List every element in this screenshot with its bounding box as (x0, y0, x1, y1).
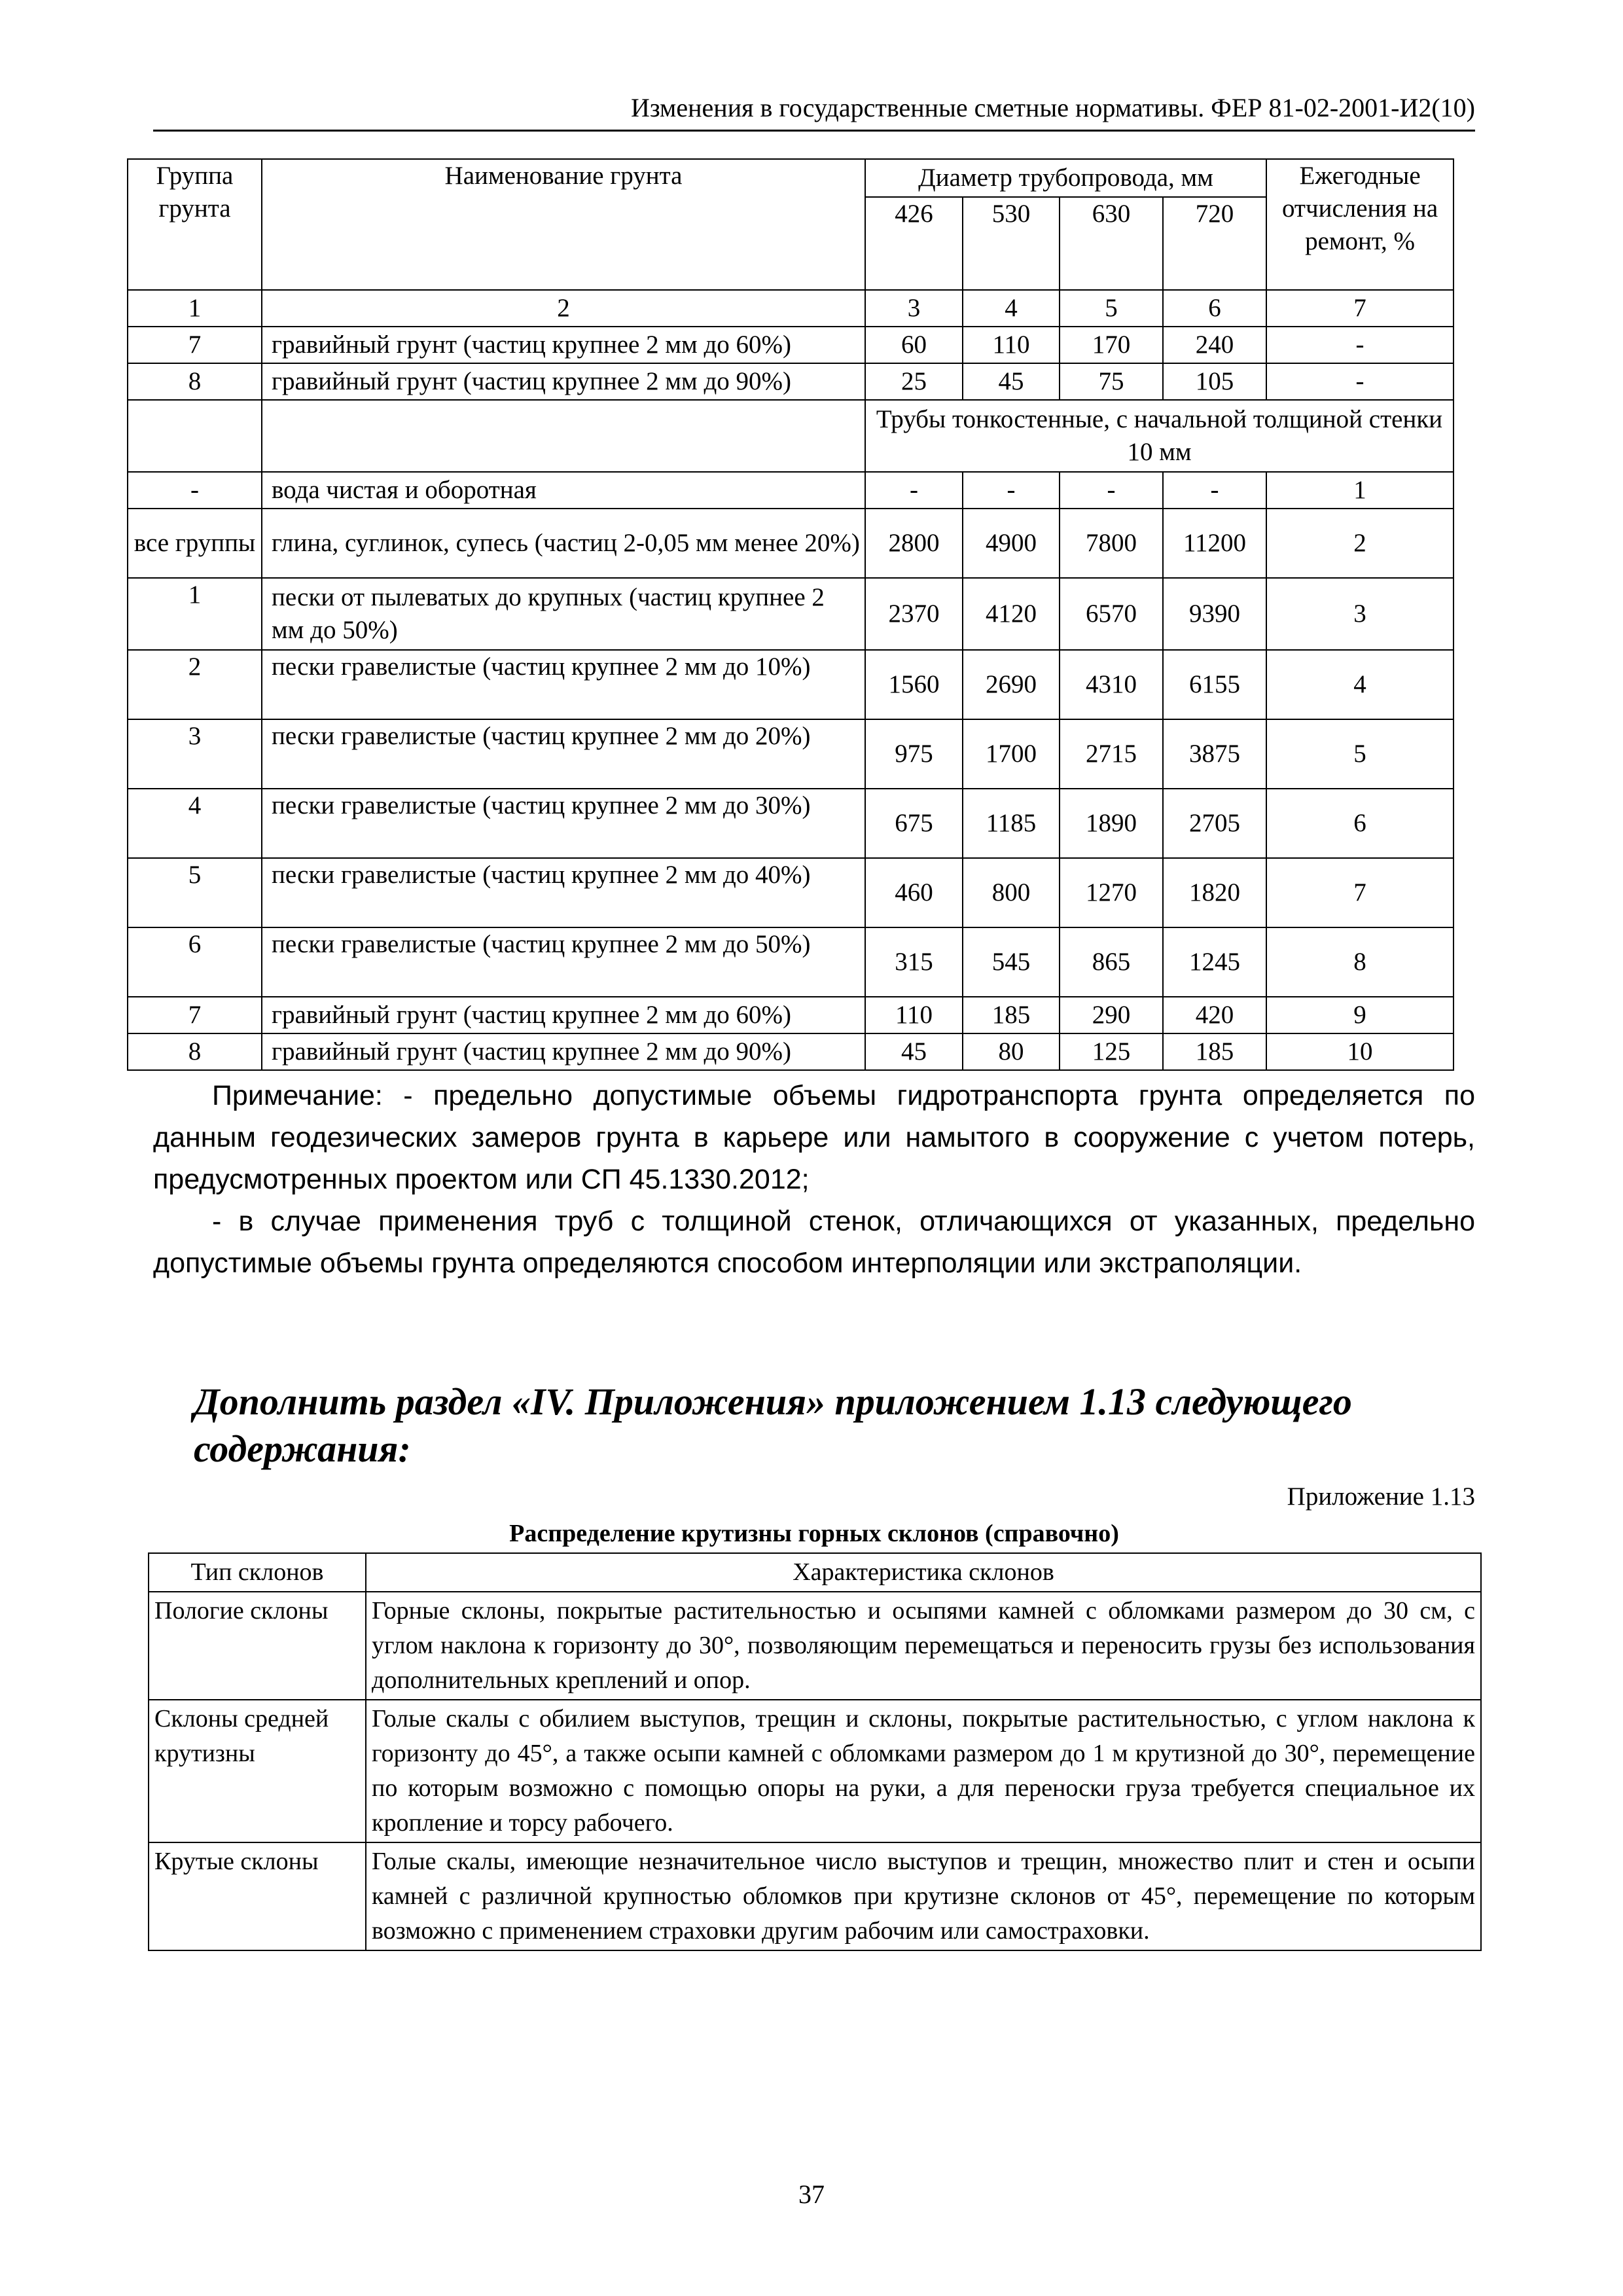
table-row (128, 509, 1454, 578)
note-paragraph: Примечание: - предельно допустимые объемы гидротранспорта грунта определяется по данным геодезических замеров грунта в карьере или намытого в сооружение с учетом потерь, предусмотренных проектом или СП 45.1330.2012; (153, 1080, 1475, 1195)
header-cell-annual: Ежегодные отчисления на ремонт, % (1266, 159, 1454, 290)
value-cell: 185 (963, 997, 1060, 1033)
annual-cell: 2 (1266, 509, 1454, 578)
section-title: Дополнить раздел «IV. Приложения» приложением 1.13 следующего содержания: (194, 1380, 1352, 1470)
value-cell: 460 (865, 858, 963, 927)
soil-name-cell: пески гравелистые (частиц крупнее 2 мм до 40%) (262, 858, 865, 927)
group-cell: - (128, 472, 262, 509)
table-row (128, 363, 1454, 400)
value-cell: 75 (1060, 363, 1163, 400)
table-row (128, 1033, 1454, 1070)
soil-name-cell: гравийный грунт (частиц крупнее 2 мм до 90%) (262, 363, 865, 400)
header-cell-group: Группа грунта (128, 159, 262, 290)
soil-name-cell: гравийный грунт (частиц крупнее 2 мм до 60%) (262, 327, 865, 363)
annual-cell: 3 (1266, 578, 1454, 650)
section-label-cell: Трубы тонкостенные, с начальной толщиной стенки 10 мм (865, 400, 1454, 472)
value-cell: 2690 (963, 650, 1060, 719)
value-cell: 240 (1163, 327, 1266, 363)
column-number: 2 (262, 290, 865, 327)
column-number: 3 (865, 290, 963, 327)
soil-name-cell: пески гравелистые (частиц крупнее 2 мм до 50%) (262, 927, 865, 997)
value-cell: 170 (1060, 327, 1163, 363)
slope-desc-cell: Горные склоны, покрытые растительностью и осыпями камней с обломками размером до 30 см, с углом наклона к горизонту до 30°, позволяющим перемещаться и переносить грузы без использования дополнительных креплений и опор. (366, 1592, 1481, 1700)
value-cell: 45 (865, 1033, 963, 1070)
slope-steepness-table (148, 1552, 1482, 1951)
value-cell: 25 (865, 363, 963, 400)
value-cell: 315 (865, 927, 963, 997)
diameter-cell: 530 (963, 197, 1060, 290)
slope-desc-cell: Голые скалы, имеющие незначительное число выступов и трещин, множество плит и стен и осыпи камней с различной крупностью обломков при крутизне склонов от 45°, перемещение по которым возможно с применением страховки другим рабочим или самостраховки. (366, 1842, 1481, 1950)
value-cell: 675 (865, 789, 963, 858)
group-cell: 1 (128, 578, 262, 650)
column-number: 1 (128, 290, 262, 327)
value-cell: 290 (1060, 997, 1163, 1033)
column-number: 7 (1266, 290, 1454, 327)
table-row (128, 650, 1454, 719)
value-cell: 4310 (1060, 650, 1163, 719)
value-cell: 1890 (1060, 789, 1163, 858)
slope-type-cell: Склоны средней крутизны (149, 1700, 366, 1842)
value-cell: 105 (1163, 363, 1266, 400)
value-cell: 110 (963, 327, 1060, 363)
value-cell: 60 (865, 327, 963, 363)
column-number: 6 (1163, 290, 1266, 327)
slope-type-cell: Крутые склоны (149, 1842, 366, 1950)
running-header: Изменения в государственные сметные нормативы. ФЕР 81-02-2001-И2(10) (630, 93, 1475, 122)
annual-cell: 5 (1266, 719, 1454, 789)
value-cell: - (1163, 472, 1266, 509)
soil-name-cell: пески от пылеватых до крупных (частиц крупнее 2 мм до 50%) (262, 578, 865, 650)
value-cell: 11200 (1163, 509, 1266, 578)
header-rule (153, 130, 1475, 132)
table-row (149, 1700, 1481, 1842)
column-number: 5 (1060, 290, 1163, 327)
value-cell: 2800 (865, 509, 963, 578)
section-row (128, 400, 1454, 472)
table-header-row (149, 1553, 1481, 1592)
value-cell: 6570 (1060, 578, 1163, 650)
header-cell-desc: Характеристика склонов (366, 1553, 1481, 1592)
value-cell: - (865, 472, 963, 509)
table-note (153, 1075, 1475, 1284)
table-row (128, 789, 1454, 858)
group-cell: 7 (128, 997, 262, 1033)
header-cell-type: Тип склонов (149, 1553, 366, 1592)
value-cell: 545 (963, 927, 1060, 997)
value-cell: - (1060, 472, 1163, 509)
table-title: Распределение крутизны горных склонов (справочно) (509, 1520, 1119, 1547)
group-cell: 3 (128, 719, 262, 789)
value-cell: 865 (1060, 927, 1163, 997)
appendix-label: Приложение 1.13 (1287, 1482, 1475, 1511)
value-cell: 80 (963, 1033, 1060, 1070)
value-cell: 420 (1163, 997, 1266, 1033)
value-cell: 1185 (963, 789, 1060, 858)
value-cell: 185 (1163, 1033, 1266, 1070)
value-cell: 975 (865, 719, 963, 789)
value-cell: 800 (963, 858, 1060, 927)
value-cell: 1560 (865, 650, 963, 719)
annual-cell: 6 (1266, 789, 1454, 858)
value-cell: 2705 (1163, 789, 1266, 858)
value-cell: 7800 (1060, 509, 1163, 578)
annual-cell: 8 (1266, 927, 1454, 997)
value-cell: 1270 (1060, 858, 1163, 927)
empty-cell (262, 400, 865, 472)
value-cell: 1820 (1163, 858, 1266, 927)
table-row (128, 997, 1454, 1033)
table-row (128, 858, 1454, 927)
diameter-cell: 426 (865, 197, 963, 290)
group-cell: 8 (128, 1033, 262, 1070)
column-number: 4 (963, 290, 1060, 327)
annual-cell: - (1266, 327, 1454, 363)
value-cell: 45 (963, 363, 1060, 400)
table-row (128, 327, 1454, 363)
annual-cell: 10 (1266, 1033, 1454, 1070)
annual-cell: 9 (1266, 997, 1454, 1033)
header-cell-diameter: Диаметр трубопровода, мм (865, 159, 1266, 197)
group-cell: 5 (128, 858, 262, 927)
value-cell: 3875 (1163, 719, 1266, 789)
value-cell: 6155 (1163, 650, 1266, 719)
annual-cell: 4 (1266, 650, 1454, 719)
table-row (128, 472, 1454, 509)
pipeline-soil-table (127, 158, 1454, 1071)
table-header-row (128, 159, 1454, 197)
value-cell: 4120 (963, 578, 1060, 650)
group-cell: 7 (128, 327, 262, 363)
group-cell: 8 (128, 363, 262, 400)
page-number: 37 (798, 2179, 825, 2209)
value-cell: 1245 (1163, 927, 1266, 997)
column-number-row (128, 290, 1454, 327)
value-cell: 110 (865, 997, 963, 1033)
diameter-cell: 630 (1060, 197, 1163, 290)
value-cell: 4900 (963, 509, 1060, 578)
value-cell: 9390 (1163, 578, 1266, 650)
value-cell: 1700 (963, 719, 1060, 789)
diameter-cell: 720 (1163, 197, 1266, 290)
value-cell: 2370 (865, 578, 963, 650)
soil-name-cell: вода чистая и оборотная (262, 472, 865, 509)
table-row (149, 1592, 1481, 1700)
group-cell: 2 (128, 650, 262, 719)
value-cell: 2715 (1060, 719, 1163, 789)
table-row (149, 1842, 1481, 1950)
soil-name-cell: гравийный грунт (частиц крупнее 2 мм до 90%) (262, 1033, 865, 1070)
annual-cell: 1 (1266, 472, 1454, 509)
annual-cell: - (1266, 363, 1454, 400)
annual-cell: 7 (1266, 858, 1454, 927)
group-cell: 4 (128, 789, 262, 858)
empty-cell (128, 400, 262, 472)
header-cell-name: Наименование грунта (262, 159, 865, 290)
table-row (128, 927, 1454, 997)
value-cell: 125 (1060, 1033, 1163, 1070)
slope-desc-cell: Голые скалы с обилием выступов, трещин и склоны, покрытые растительностью, с углом наклона к горизонту до 45°, а также осыпи камней с обломками размером до 1 м крутизной до 30°, перемещение по которым возможно с помощью опоры на руки, а для переноски груза требуется специальное их кропление и торсу рабочего. (366, 1700, 1481, 1842)
note-paragraph: - в случае применения труб с толщиной стенок, отличающихся от указанных, предельно допустимые объемы грунта определяются способом интерполяции или экстраполяции. (153, 1206, 1475, 1279)
slope-type-cell: Пологие склоны (149, 1592, 366, 1700)
table-row (128, 578, 1454, 650)
soil-name-cell: пески гравелистые (частиц крупнее 2 мм до 20%) (262, 719, 865, 789)
soil-name-cell: гравийный грунт (частиц крупнее 2 мм до 60%) (262, 997, 865, 1033)
soil-name-cell: пески гравелистые (частиц крупнее 2 мм до 10%) (262, 650, 865, 719)
table-row (128, 719, 1454, 789)
group-cell: все группы (128, 509, 262, 578)
soil-name-cell: глина, суглинок, супесь (частиц 2-0,05 мм менее 20%) (262, 509, 865, 578)
value-cell: - (963, 472, 1060, 509)
group-cell: 6 (128, 927, 262, 997)
soil-name-cell: пески гравелистые (частиц крупнее 2 мм до 30%) (262, 789, 865, 858)
